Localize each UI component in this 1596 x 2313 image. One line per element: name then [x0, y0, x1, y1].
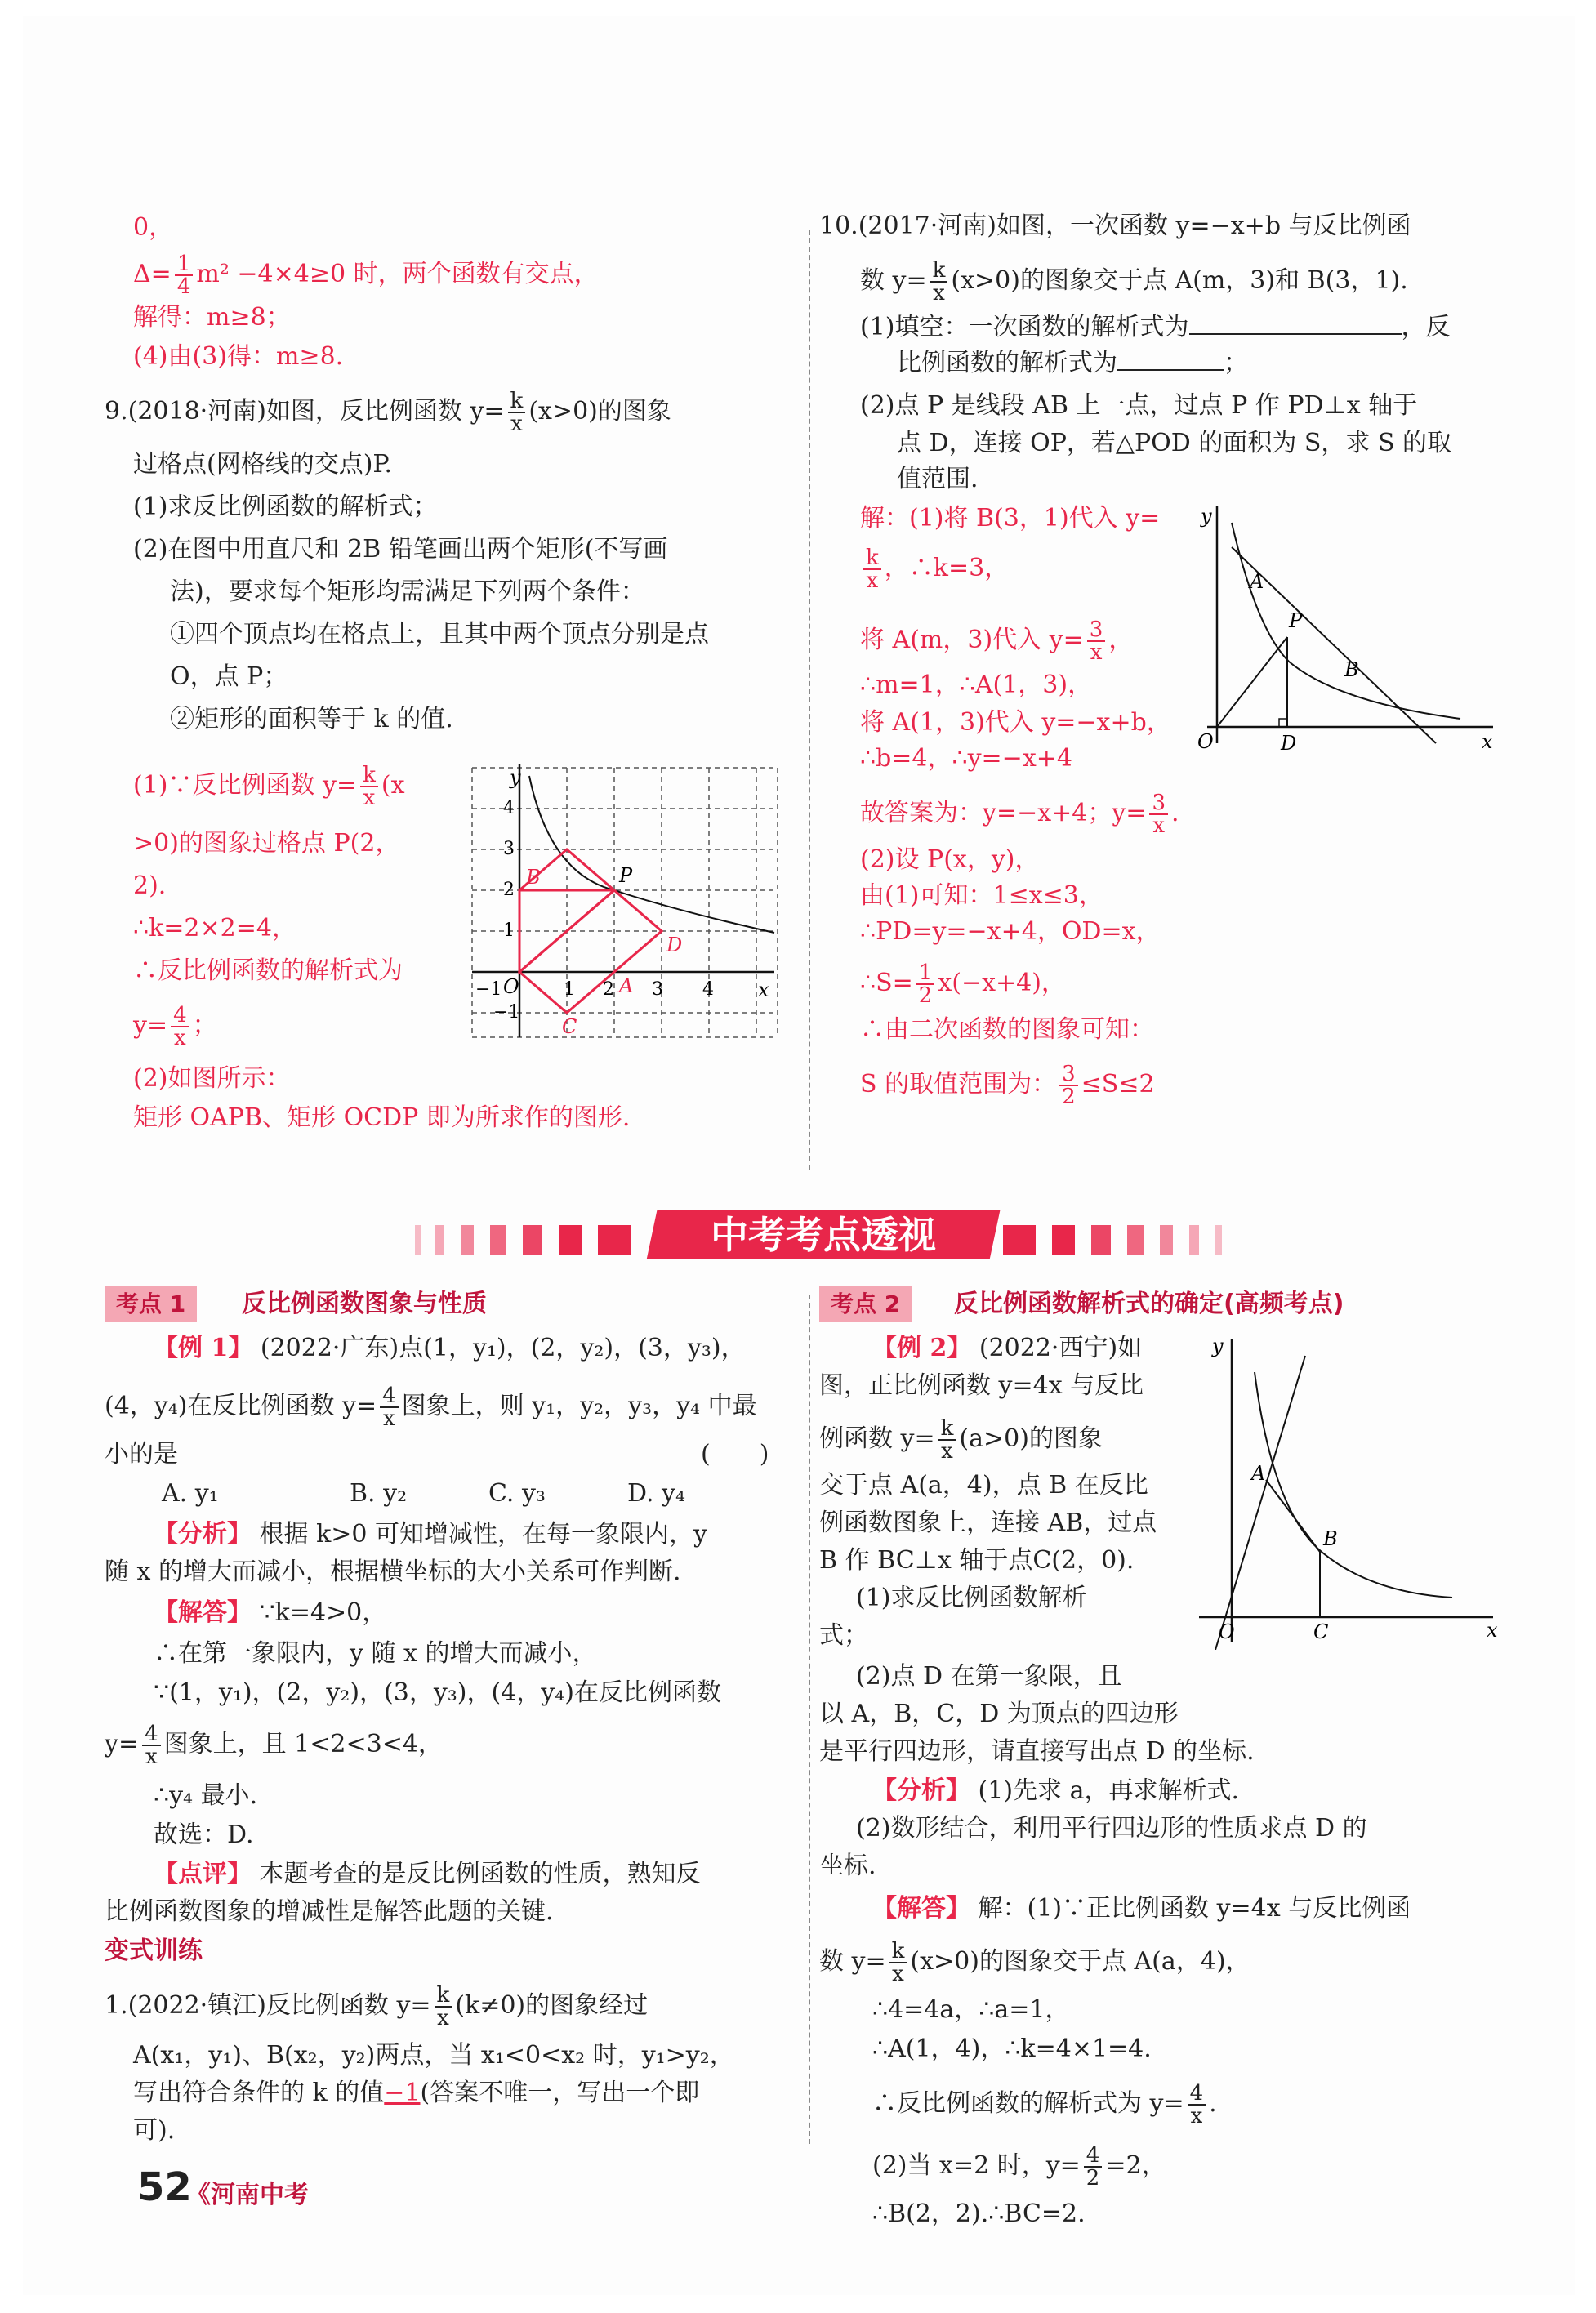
axis-label: y	[1212, 1335, 1224, 1357]
text-line: 过格点(网格线的交点)P.	[133, 450, 393, 479]
point-label: O	[1219, 1620, 1235, 1643]
text-line: 点 D，连接 OP，若△POD 的面积为 S，求 S 的取	[897, 429, 1452, 457]
text-line: 以 A，B，C，D 为顶点的四边形	[819, 1700, 1179, 1728]
axis-label: x	[1482, 730, 1493, 753]
answer-line: 将 A(1，3)代入 y=−x+b，	[860, 708, 1171, 737]
column-divider	[809, 1295, 810, 2144]
banner-stripe	[1189, 1225, 1199, 1255]
text-line: 是平行四边形，请直接写出点 D 的坐标.	[819, 1737, 1255, 1766]
text-line: 例函数 y= $\frac{k}{x}$ (a>0)的图象	[819, 1416, 1103, 1464]
tick-label: 4	[503, 798, 515, 818]
text-line: ∵(1，y₁)，(2，y₂)，(3，y₃)，(4，y₄)在反比例函数	[154, 1678, 721, 1707]
text-line: (2)点 P 是线段 AB 上一点，过点 P 作 PD⊥x 轴于	[860, 391, 1418, 420]
analysis: 【分析】 (1)先求 a，再求解析式.	[872, 1776, 1239, 1805]
text-line: Δ= $\frac{1}{4}$ m² −4×4≥0 时，两个函数有交点，	[133, 252, 599, 299]
text-line: 值范围.	[897, 465, 979, 493]
text-line: 故选：D.	[154, 1821, 254, 1849]
fill-answer: −1	[384, 2079, 421, 2107]
answer-line: 矩形 OAPB、矩形 OCDP 即为所求作的图形.	[133, 1103, 631, 1132]
banner-stripe	[559, 1225, 582, 1255]
answer-line: ∴由二次函数的图象可知：	[860, 1015, 1154, 1044]
example-2: 【例 2】 (2022·西宁)如	[872, 1334, 1143, 1362]
topic-title: 反比例函数图象与性质	[242, 1290, 487, 1318]
point-label: P	[619, 864, 633, 887]
text-line: 法)，要求每个矩形均需满足下列两个条件：	[170, 577, 645, 606]
tick-label: −1	[475, 979, 502, 1000]
blank-line	[1117, 348, 1224, 371]
text-line: ∴在第一象限内，y 随 x 的增大而减小，	[154, 1639, 597, 1668]
hyperbola-curve	[529, 776, 774, 933]
point-label: D	[666, 934, 683, 956]
page-number: 52	[137, 2164, 192, 2210]
blank-line	[1189, 312, 1402, 335]
segment-ab	[1266, 1480, 1320, 1552]
answer-line: ∴k=2×2=4，	[133, 914, 296, 943]
hyperbola-curve	[1255, 1372, 1452, 1598]
option-d: D. y₄	[627, 1479, 686, 1508]
question-9: 9.(2018·河南)如图，反比例函数 y= $\frac{k}{x}$ (x>0)的图象	[105, 389, 671, 436]
text-line: ∴4=4a，∴a=1，	[872, 1995, 1070, 2024]
axis-label: y	[510, 766, 521, 789]
banner-stripe	[435, 1225, 444, 1255]
text-line: 比例函数图象的增减性是解答此题的关键.	[105, 1897, 554, 1926]
text-line: ∴B(2，2).∴BC=2.	[872, 2199, 1086, 2228]
section-banner	[415, 1215, 1232, 1268]
text-line: y= $\frac{4}{x}$ 图象上，且 1<2<3<4，	[105, 1722, 443, 1769]
text-line: 随 x 的增大而减小，根据横坐标的大小关系可作判断.	[105, 1558, 681, 1586]
segment-op	[1217, 637, 1287, 727]
answer-line: $\frac{k}{x}$ ，∴k=3，	[860, 547, 1009, 591]
text-line: (2)当 x=2 时，y= $\frac{4}{2}$ =2，	[872, 2143, 1166, 2190]
text-line: ②矩形的面积等于 k 的值.	[170, 705, 453, 733]
text-line: A(x₁，y₁)、B(x₂，y₂)两点，当 x₁<0<x₂ 时，y₁>y₂，	[133, 2041, 734, 2070]
comment: 【点评】 本题考查的是反比例函数的性质，熟知反	[154, 1860, 701, 1888]
text-line: 图，正比例函数 y=4x 与反比	[819, 1371, 1144, 1400]
answer-line: ∴b=4，∴y=−x+4	[860, 744, 1072, 773]
answer-line: ∴PD=y=−x+4，OD=x，	[860, 917, 1161, 946]
answer-line: 故答案为：y=−x+4；y= $\frac{3}{x}$ .	[860, 791, 1179, 838]
tick-label: 2	[503, 880, 515, 900]
graph-q10	[1183, 498, 1509, 760]
banner-stripe	[1091, 1225, 1111, 1255]
text-line: 式；	[819, 1621, 868, 1650]
answer-line: ∴S= $\frac{1}{2}$ x(−x+4)，	[860, 960, 1066, 1008]
graph-example-2	[1183, 1323, 1509, 1650]
topic-title: 反比例函数解析式的确定(高频考点)	[954, 1290, 1344, 1318]
text-line: ∴y₄ 最小.	[154, 1781, 258, 1810]
point-label: C	[562, 1015, 577, 1038]
point-label: O	[1197, 730, 1214, 753]
answer-line: (1)∵反比例函数 y= $\frac{k}{x}$ (x	[133, 763, 405, 810]
footer-title: 《河南中考	[186, 2181, 309, 2209]
answer-bracket: ( )	[701, 1440, 769, 1468]
text-line: O，点 P；	[170, 662, 288, 691]
variant-title: 变式训练	[105, 1936, 203, 1965]
banner-stripe	[523, 1225, 542, 1255]
page	[23, 16, 1575, 2295]
point-label: B	[1344, 658, 1359, 681]
point-label: A	[619, 974, 634, 997]
tick-label: 1	[503, 920, 515, 941]
text-line: 数 y= $\frac{k}{x}$ (x>0)的图象交于点 A(a，4)，	[819, 1939, 1250, 1986]
answer-line: (2)设 P(x，y)，	[860, 845, 1040, 874]
tick-label: 2	[603, 979, 614, 1000]
text-line: 写出符合条件的 k 的值−1(答案不唯一，写出一个即	[133, 2079, 700, 2107]
text-line: (1)求反比例函数解析	[856, 1584, 1087, 1612]
answer-line: 由(1)可知：1≤x≤3，	[860, 881, 1103, 910]
text-line: ∴A(1，4)，∴k=4×1=4.	[872, 2034, 1152, 2063]
column-divider	[809, 230, 810, 1170]
answer-line: 解：(1)将 B(3，1)代入 y=	[860, 504, 1161, 533]
tick-label: 4	[702, 979, 714, 1000]
point-label: D	[1281, 732, 1297, 755]
text-line: (1)填空：一次函数的解析式为 ，反	[860, 313, 1451, 341]
question-10: 10.(2017·河南)如图，一次函数 y=−x+b 与反比例函	[819, 212, 1411, 240]
answer-line: ∴反比例函数的解析式为	[133, 956, 403, 985]
option-c: C. y₃	[488, 1479, 546, 1508]
banner-stripe	[1127, 1225, 1144, 1255]
point-label: C	[1313, 1620, 1329, 1643]
option-a: A. y₁	[162, 1479, 219, 1508]
topic-tag: 考点 1	[105, 1286, 197, 1322]
text-line: 坐标.	[819, 1852, 876, 1880]
tick-label: 1	[564, 979, 575, 1000]
banner-stripe	[490, 1225, 506, 1255]
text-line: 比例函数的解析式为 ；	[897, 349, 1248, 377]
hyperbola-curve	[1232, 523, 1460, 719]
point-label: A	[1250, 570, 1264, 593]
axis-label: x	[1487, 1619, 1498, 1642]
answer-line: >0)的图象过格点 P(2，	[133, 829, 400, 858]
text-line: (4，y₄)在反比例函数 y= $\frac{4}{x}$ 图象上，则 y₁，y₂，y₃，y₄ 中最	[105, 1384, 757, 1431]
text-line: 解得：m≥8；	[133, 303, 291, 332]
banner-stripe	[598, 1225, 631, 1255]
line-y-4x	[1215, 1356, 1305, 1650]
example-1: 【例 1】 (2022·广东)点(1，y₁)，(2，y₂)，(3，y₃)，	[154, 1334, 746, 1362]
banner-stripe	[1052, 1225, 1075, 1255]
answer-line: ∴m=1，∴A(1，3)，	[860, 671, 1093, 699]
variant-1: 1.(2022·镇江)反比例函数 y= $\frac{k}{x}$ (k≠0)的图象经过	[105, 1983, 649, 2030]
answer-line: y= $\frac{4}{x}$ ；	[133, 1003, 217, 1050]
banner-stripe	[1215, 1225, 1222, 1255]
point-label: O	[503, 975, 519, 998]
text-line: 交于点 A(a，4)，点 B 在反比	[819, 1471, 1148, 1500]
topic-tag: 考点 2	[819, 1286, 912, 1322]
text-line: (2)在图中用直尺和 2B 铅笔画出两个矩形(不写画	[133, 535, 668, 564]
rectangle-ocdp	[519, 890, 662, 1013]
text-line: 0，	[133, 213, 174, 242]
text-line: 小的是	[105, 1440, 178, 1468]
answer-line: 2).	[133, 871, 167, 900]
text-line: (2)点 D 在第一象限，且	[856, 1662, 1122, 1691]
tick-label: 3	[503, 839, 515, 859]
solution: 【解答】 ∵k=4>0，	[154, 1598, 387, 1627]
banner-title: 中考考点透视	[647, 1210, 1001, 1259]
text-line: 可).	[133, 2116, 176, 2145]
answer-line: S 的取值范围为： $\frac{3}{2}$ ≤S≤2	[860, 1062, 1155, 1109]
point-label: A	[1251, 1462, 1266, 1485]
tick-label: 3	[652, 979, 663, 1000]
solution: 【解答】 解：(1)∵正比例函数 y=4x 与反比例函	[872, 1894, 1411, 1923]
option-b: B. y₂	[350, 1479, 408, 1508]
text-line: (4)由(3)得：m≥8.	[133, 342, 344, 371]
axis-label: y	[1201, 505, 1212, 528]
text-line: ①四个顶点均在格点上，且其中两个顶点分别是点	[170, 620, 709, 648]
banner-stripe	[1003, 1225, 1036, 1255]
right-angle-mark	[1279, 719, 1287, 727]
banner-stripe	[415, 1225, 421, 1255]
text-line: (2)数形结合，利用平行四边形的性质求点 D 的	[856, 1814, 1367, 1843]
answer-line: (2)如图所示：	[133, 1064, 291, 1093]
tick-label: −1	[493, 1002, 520, 1023]
analysis: 【分析】 根据 k>0 可知增减性，在每一象限内，y	[154, 1520, 707, 1549]
point-label: B	[526, 866, 541, 889]
graph-q9	[464, 751, 782, 1045]
text-line: (1)求反比例函数的解析式；	[133, 492, 438, 521]
banner-stripe	[1160, 1225, 1173, 1255]
text-line: 数 y= $\frac{k}{x}$ (x>0)的图象交于点 A(m，3)和 B(3，1).	[860, 258, 1408, 305]
point-label: B	[1323, 1527, 1338, 1550]
point-label: P	[1289, 609, 1303, 632]
banner-stripe	[461, 1225, 474, 1255]
answer-line: 将 A(m，3)代入 y= $\frac{3}{x}$ ，	[860, 617, 1134, 665]
axis-label: x	[758, 978, 769, 1001]
text-line: ∴反比例函数的解析式为 y= $\frac{4}{x}$ .	[872, 2081, 1217, 2128]
text-line: 例函数图象上，连接 AB，过点	[819, 1509, 1157, 1537]
text-line: B 作 BC⊥x 轴于点C(2，0).	[819, 1546, 1135, 1575]
